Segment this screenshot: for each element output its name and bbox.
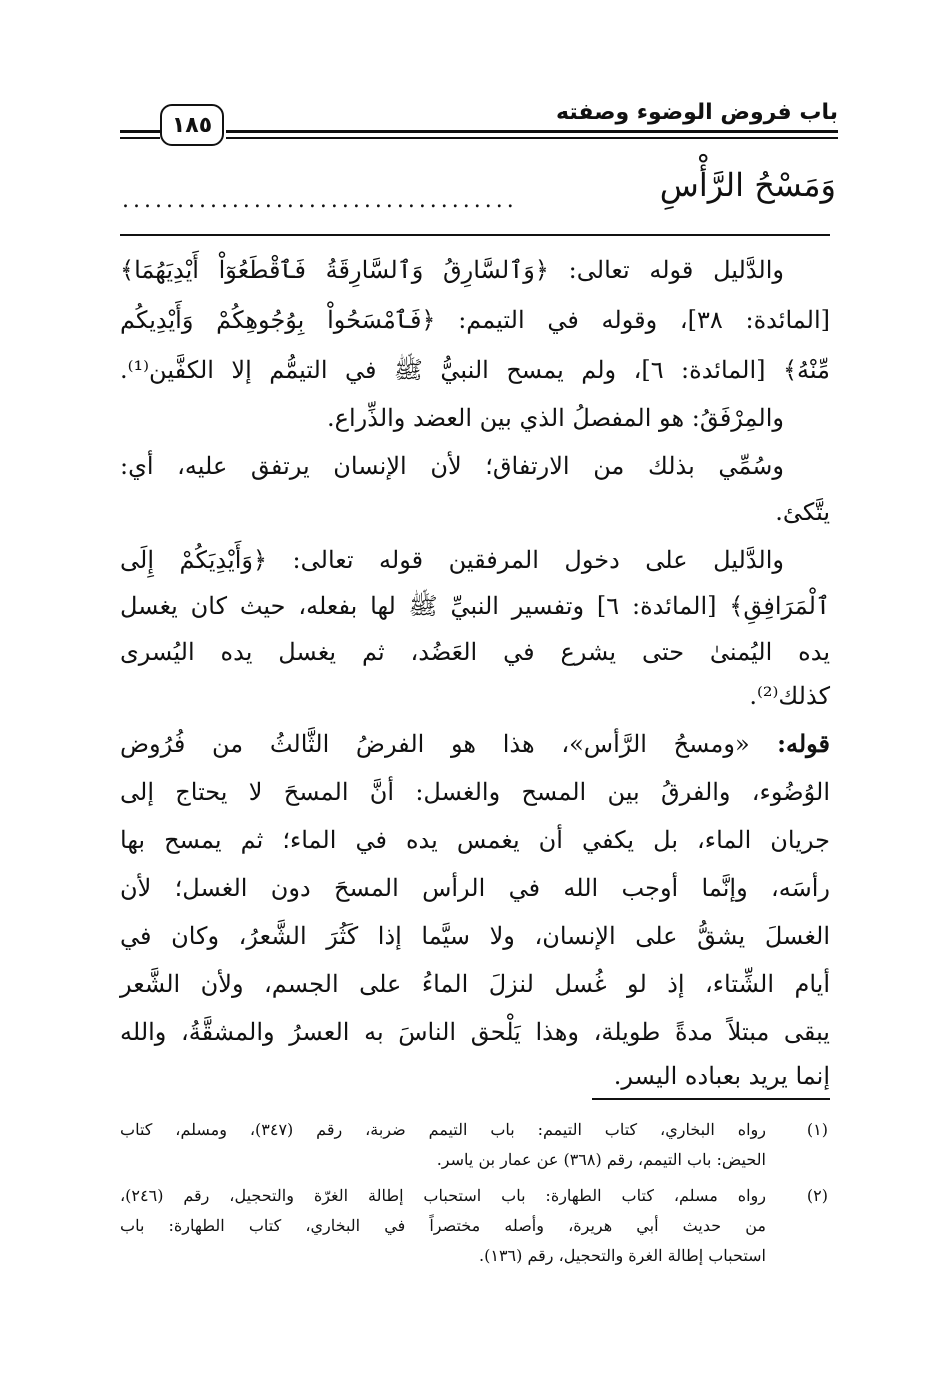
footnote-line: الحيض: باب التيمم، رقم (٣٦٨) عن عمار بن ياسر.	[436, 1150, 766, 1169]
body-line: والمِرْفَقُ: هو المفصلُ الذي بين العضد والذِّراع.	[327, 404, 784, 432]
footnote-number: (١)	[806, 1120, 828, 1139]
body-line: كذلك⁽²⁾.	[749, 682, 830, 710]
header-rule	[226, 130, 838, 133]
qawl-label: قوله:	[749, 729, 831, 758]
body-line-text: «ومسحُ الرَّأس»، هذا هو الفرضُ الثَّالثُ من فُرُوض	[120, 730, 750, 758]
header-rule	[120, 130, 160, 133]
running-header	[120, 96, 838, 156]
page-number: ١٨٥	[160, 104, 224, 146]
header-rule	[226, 137, 838, 139]
chapter-title: باب فروض الوضوء وصفته	[556, 100, 838, 125]
footnote-line: رواه مسلم، كتاب الطهارة: باب استحباب إطالة الغرّة والتحجيل، رقم (٢٤٦)،	[120, 1186, 766, 1205]
body-line: يده اليُمنىٰ حتى يشرع في العَضُد، ثم يغسل يده اليُسرى	[120, 638, 830, 666]
matn-divider	[120, 234, 830, 236]
footnote-divider	[592, 1098, 830, 1100]
matn-heading: وَمَسْحُ الرَّأْسِ	[659, 166, 836, 204]
body-line: رأسَه، وإنَّما أوجب الله في الرأس المسحَ دون الغسل؛ لأن	[120, 874, 830, 902]
body-line: الوُضُوء، والفرقُ بين المسح والغسل: أنَّ المسحَ لا يحتاج إلى	[120, 778, 830, 806]
body-line: إنما يريد بعباده اليسر.	[613, 1062, 830, 1090]
body-line: وسُمِّي بذلك من الارتفاق؛ لأن الإنسان يرتفق عليه، أي:	[120, 452, 784, 480]
body-line: أيام الشِّتاء، إذ لو غُسل لنزلَ الماءُ على الجسم، ولأن الشَّعر	[120, 970, 830, 998]
matn-dots: ....................................	[122, 188, 518, 213]
body-line: يتَّكئ.	[775, 498, 830, 526]
body-line	[120, 729, 831, 758]
footnote-number: (٢)	[806, 1186, 828, 1205]
body-line: ٱلْمَرَافِقِ﴾ [المائدة: ٦] وتفسير النبيِّ ﷺ لها بفعله، حيث كان يغسل	[120, 592, 831, 620]
body-line: والدَّليل على دخول المرفقين قوله تعالى: ﴿وَأَيْدِيَكُمْ إِلَى	[120, 546, 784, 574]
body-line: يبقى مبتلاً مدةً طويلة، وهذا يَلْحق الناسَ به العسرُ والمشقَّةُ، والله	[120, 1018, 830, 1046]
body-line: مِّنْهُ﴾ [المائدة: ٦]، ولم يمسح النبيُّ ﷺ في التيمُّم إلا الكفَّين⁽¹⁾.	[120, 356, 830, 384]
header-rule	[120, 137, 160, 139]
footnote-line: استحباب إطالة الغرة والتحجيل، رقم (١٣٦).	[479, 1246, 766, 1265]
body-line: الغسلَ يشقُّ على الإنسان، ولا سيَّما إذا كَثُرَ الشَّعرُ، وكان في	[120, 922, 830, 950]
body-line: جريان الماء، بل يكفي أن يغمس يده في الماء؛ ثم يمسح بها	[120, 826, 830, 854]
body-line: والدَّليل قوله تعالى: ﴿وَٱلسَّارِقُ وَٱلسَّارِقَةُ فَٱقْطَعُوٓاْ أَيْدِيَهُمَا﴾	[120, 256, 784, 284]
footnote-line: رواه البخاري، كتاب التيمم: باب التيمم ضربة، رقم (٣٤٧)، ومسلم، كتاب	[120, 1120, 766, 1139]
body-line: [المائدة: ٣٨]، وقوله في التيمم: ﴿فَٱمْسَحُواْ بِوُجُوهِكُمْ وَأَيْدِيكُم	[120, 306, 830, 334]
footnote-line: من حديث أبي هريرة، وأصله مختصراً في البخاري، كتاب الطهارة: باب	[120, 1216, 766, 1235]
